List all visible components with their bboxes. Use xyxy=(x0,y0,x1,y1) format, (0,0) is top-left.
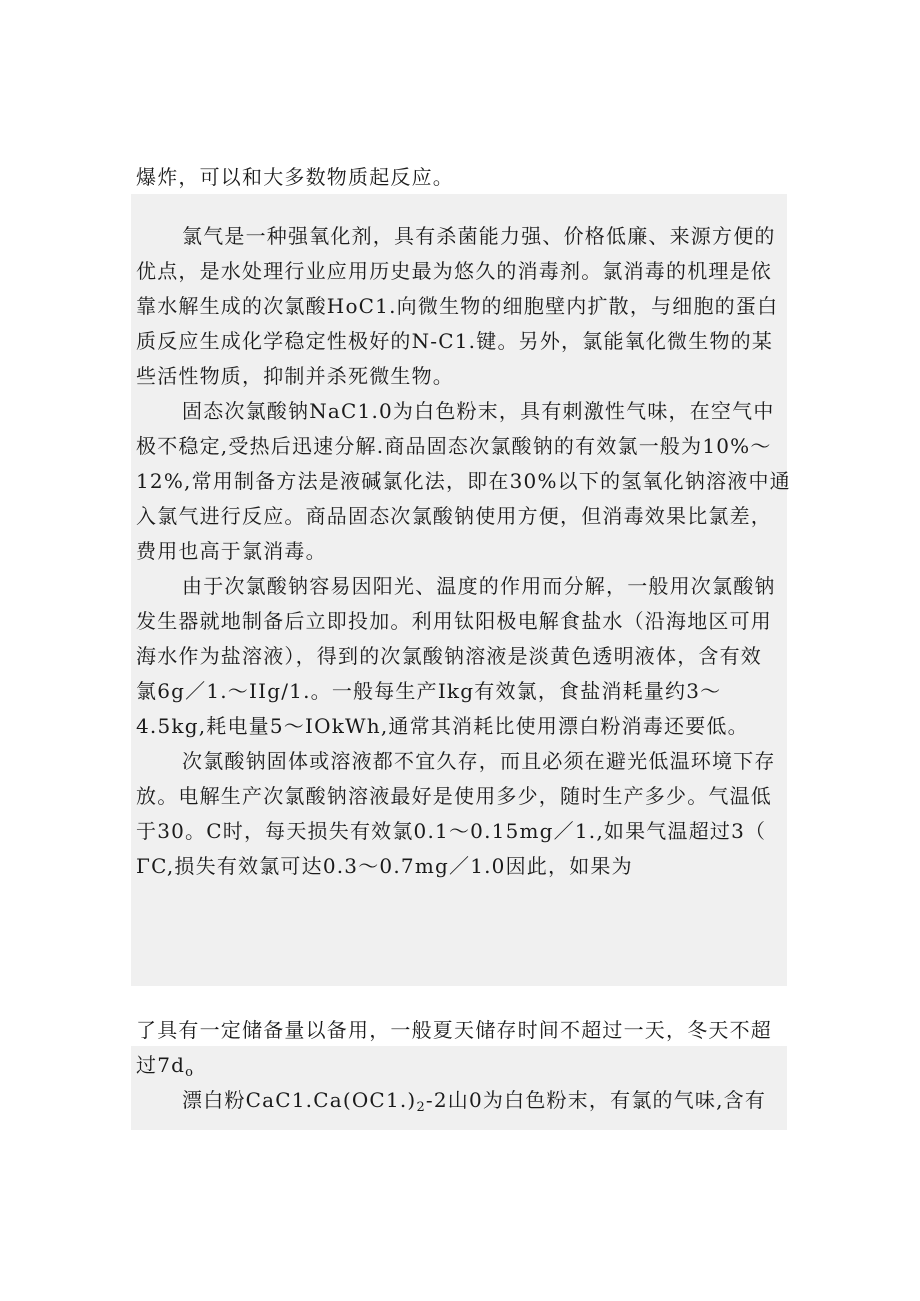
text-line-19: 于30。C时，每天损失有效氯0.1～0.15mg／1.,如果气温超过3（ xyxy=(136,819,767,843)
text-line-23-sub: 2 xyxy=(416,1100,426,1115)
text-line-23 xyxy=(182,1086,766,1122)
text-line-11: 费用也高于氯消毒。 xyxy=(136,539,327,563)
text-line-22-sub: o xyxy=(185,1065,195,1080)
text-line-18: 放。电解生产次氯酸钠溶液最好是使用多少，随时生产多少。气温低 xyxy=(136,784,772,808)
text-line-20: ΓC,损失有效氯可达0.3～0.7mg／1.0因此，如果为 xyxy=(136,854,633,878)
text-line-22 xyxy=(136,1051,194,1087)
text-line-5: 质反应生成化学稳定性极好的N-C1.键。另外，氯能氧化微生物的某 xyxy=(136,329,774,353)
text-line-15: 氯6g／1.～IIg/1.。一般每生产Ikg有效氯，食盐消耗量约3～ xyxy=(136,679,722,703)
text-line-10: 入氯气进行反应。商品固态次氯酸钠使用方便，但消毒效果比氯差， xyxy=(136,504,772,528)
text-line-4: 靠水解生成的次氯酸HoC1.向微生物的细胞壁内扩散，与细胞的蛋白 xyxy=(136,294,779,318)
text-line-22-main: 过7d xyxy=(136,1053,186,1077)
text-line-23-a: 漂白粉CaC1.Ca(OC1.) xyxy=(182,1088,417,1112)
text-line-21: 了具有一定储备量以备用，一般夏天储存时间不超过一天，冬天不超 xyxy=(136,1018,772,1042)
text-line-1: 爆炸，可以和大多数物质起反应。 xyxy=(136,165,454,189)
text-line-2: 氯气是一种强氧化剂，具有杀菌能力强、价格低廉、来源方便的 xyxy=(182,224,776,248)
text-line-7: 固态次氯酸钠NaC1.0为白色粉末，具有刺激性气味，在空气中 xyxy=(182,399,775,423)
text-line-23-b: -2山0为白色粉末，有氯的气味,含有 xyxy=(425,1088,767,1112)
text-line-16: 4.5kg,耗电量5～IOkWh,通常其消耗比使用漂白粉消毒还要低。 xyxy=(136,714,749,738)
text-line-14: 海水作为盐溶液），得到的次氯酸钠溶液是淡黄色透明液体，含有效 xyxy=(136,644,762,668)
text-line-17: 次氯酸钠固体或溶液都不宜久存，而且必须在避光低温环境下存 xyxy=(182,749,776,773)
text-line-12: 由于次氯酸钠容易因阳光、温度的作用而分解，一般用次氯酸钠 xyxy=(182,574,776,598)
text-line-3: 优点，是水处理行业应用历史最为悠久的消毒剂。氯消毒的机理是依 xyxy=(136,259,772,283)
text-line-13: 发生器就地制备后立即投加。利用钛阳极电解食盐水（沿海地区可用 xyxy=(136,609,772,633)
text-line-8: 极不稳定,受热后迅速分解.商品固态次氯酸钠的有效氯一般为10%～ xyxy=(136,434,772,458)
text-line-9: 12%,常用制备方法是液碱氯化法，即在30%以下的氢氧化钠溶液中通 xyxy=(136,469,791,493)
text-line-6: 些活性物质，抑制并杀死微生物。 xyxy=(136,364,454,388)
